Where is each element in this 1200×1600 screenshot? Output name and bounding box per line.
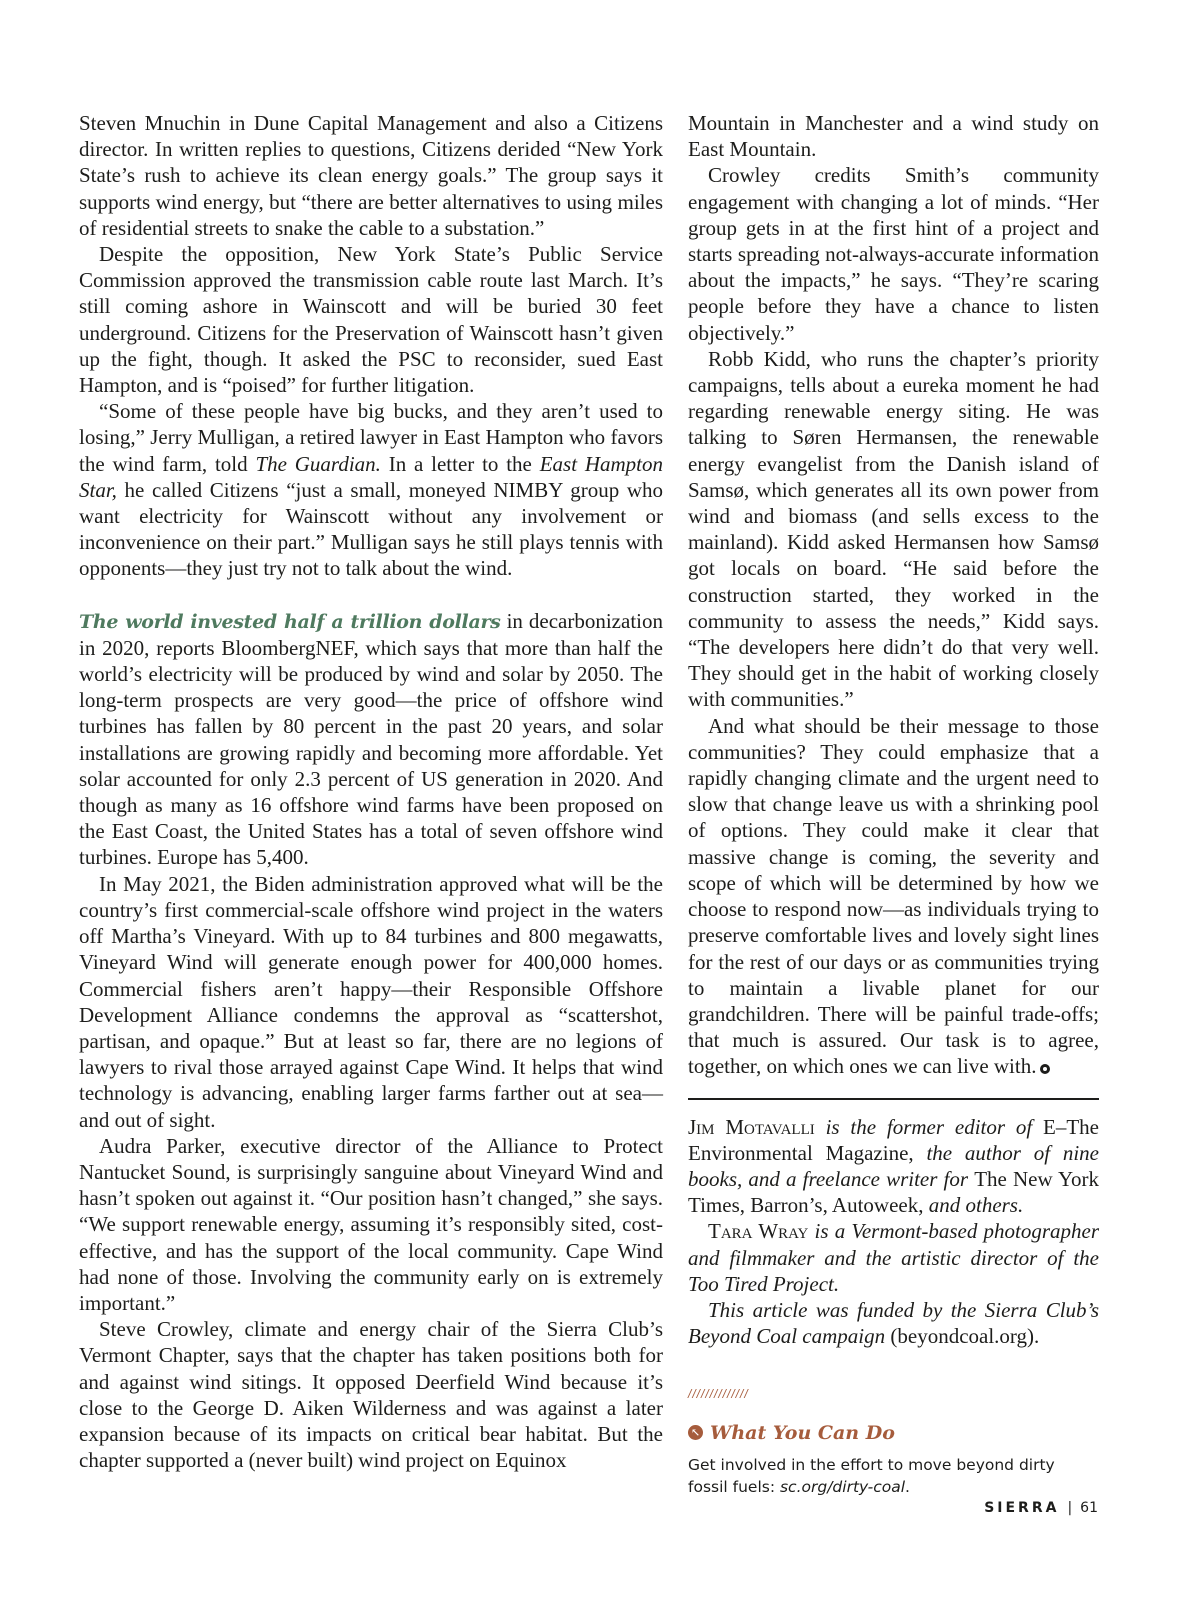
text: . bbox=[905, 1477, 910, 1496]
text: and others. bbox=[923, 1193, 1024, 1218]
separator: | bbox=[1067, 1500, 1073, 1516]
action-link[interactable]: sc.org/dirty-coal bbox=[779, 1477, 906, 1496]
text: “Some of these people have big bucks, and they aren’t used to losing,” Jerry Mulligan, a retired lawyer in East Hampton who favors the wind farm, told bbox=[79, 399, 663, 476]
page-number: 61 bbox=[1080, 1500, 1098, 1516]
text: is a Vermont-based photographer and filmmaker and the artistic director of the Too Tired Project. bbox=[688, 1219, 1099, 1296]
body-paragraph: Audra Parker, executive director of the Alliance to Protect Nantucket Sound, is surprisingly sanguine about Vineyard Wind and hasn’t spoken out against it. “Our position hasn’t changed,” she says. “We support renewable energy, assuming it’s responsibly sited, cost-effective, and has the support of the local community. Cape Wind had none of those. Involving the community early on is extremely important.” bbox=[79, 1133, 663, 1315]
decorative-slashes: ////////////// bbox=[688, 1387, 749, 1402]
text: E–The Environmental Magazine, bbox=[688, 1114, 1100, 1165]
divider bbox=[688, 1098, 1099, 1100]
body-paragraph bbox=[79, 398, 663, 581]
text: In a letter to the bbox=[380, 451, 540, 476]
heading-text: What You Can Do bbox=[710, 1421, 895, 1444]
text: he called Citizens “just a small, moneyed NIMBY group who want electricity for Wainscott without any involvement or inconvenience on their part.” Mulligan says he still plays tennis with opponents—they just try not to talk about the wind. bbox=[79, 477, 663, 581]
body-paragraph: Mountain in Manchester and a wind study on East Mountain. bbox=[688, 111, 1099, 162]
body-paragraph bbox=[688, 713, 1099, 1080]
photographer-name: Tara Wray bbox=[708, 1219, 809, 1244]
section-paragraph bbox=[79, 608, 663, 871]
text: in decarbonization in 2020, reports BloombergNEF, which says that more than half the world’s electricity will be produced by wind and solar by 2050. The long-term prospects are very good—the price of offshore wind turbines has fallen by 80 percent in the past 20 years, and solar installations are growing rapidly and becoming more affordable. Yet solar accounted for only 2.3 percent of US generation in 2020. And though as many as 16 offshore wind farms have been proposed on the East Coast, the United States has a total of seven offshore wind turbines. Europe has 5,400. bbox=[79, 608, 663, 870]
text: The New York Times, Barron’s, Autoweek, bbox=[688, 1166, 1100, 1218]
body-paragraph: In May 2021, the Biden administration approved what will be the country’s first commercial-scale offshore wind project in the waters off Martha’s Vineyard. With up to 84 turbines and 800 megawatts, Vineyard Wind will generate enough power for 400,000 homes. Commercial fishers aren’t happy—their Responsible Offshore Development Alliance condemns the approval as “scattershot, partisan, and opaque.” But at least so far, there are no legions of lawyers to rival those arrayed against Cape Wind. It helps that wind technology is advancing, enabling larger farms farther out at sea—and out of sight. bbox=[79, 871, 663, 1132]
publication-title: East Hampton Star, bbox=[79, 451, 663, 502]
author-bio bbox=[688, 1114, 1099, 1219]
text: (beyondcoal.org). bbox=[885, 1324, 1040, 1349]
text: And what should be their message to those communities? They could emphasize that a rapidly changing climate and the urgent need to slow that change leave us with a shrinking pool of options. They could make it clear that massive change is coming, the severity and scope of which will be determined by how we choose to respond now—as individuals trying to preserve comfortable lives and lovely sight lines for the rest of our days or as communities trying to maintain a livable planet for our grandchildren. There will be painful trade-offs; that much is assured. Our task is to agree, together, on which ones we can live with. bbox=[688, 713, 1099, 1079]
text: the author of nine books, and a freelance writer for bbox=[688, 1140, 1099, 1191]
section-lead-in: The world invested half a trillion dollars bbox=[79, 610, 501, 633]
what-you-can-do-heading bbox=[688, 1420, 1099, 1446]
text: is the former editor of bbox=[814, 1114, 1044, 1139]
left-column bbox=[79, 110, 663, 1473]
text: Get involved in the effort to move beyond dirty fossil fuels: bbox=[688, 1455, 1055, 1496]
text: This article was funded by the Sierra Club’s Beyond Coal campaign bbox=[688, 1297, 1099, 1349]
photographer-bio bbox=[688, 1218, 1099, 1297]
body-paragraph: Crowley credits Smith’s community engagement with changing a lot of minds. “Her group gets in at the first hint of a project and starts spreading not-always-accurate information about the impacts,” he says. “They’re scaring people before they have a chance to listen objectively.” bbox=[688, 163, 1099, 345]
arrow-circle-icon: ↖ bbox=[688, 1425, 703, 1440]
action-text bbox=[688, 1454, 1099, 1498]
magazine-name: SIERRA bbox=[984, 1500, 1060, 1516]
funding-note bbox=[688, 1297, 1099, 1349]
end-mark-icon bbox=[1040, 1064, 1050, 1074]
page-footer bbox=[984, 1500, 1098, 1516]
body-paragraph: Steve Crowley, climate and energy chair of the Sierra Club’s Vermont Chapter, says that the chapter has taken positions both for and against wind sitings. It opposed Deerfield Wind because it’s close to the George D. Aiken Wilderness and was against a later expansion because of its impacts on critical bear habitat. But the chapter supported a (never built) wind project on Equinox bbox=[79, 1317, 663, 1473]
publication-title: The Guardian. bbox=[255, 451, 381, 476]
author-name: Jim Motavalli bbox=[688, 1114, 815, 1139]
body-paragraph: Steven Mnuchin in Dune Capital Management and also a Citizens director. In written replies to questions, Citizens derided “New York State’s rush to achieve its clean energy goals.” The group says it supports wind energy, but “there are better alternatives to using miles of residential streets to snake the cable to a substation.” bbox=[79, 111, 663, 240]
right-column bbox=[688, 110, 1099, 1498]
body-paragraph: Despite the opposition, New York State’s Public Service Commission approved the transmission cable route last March. It’s still coming ashore in Wainscott and will be buried 30 feet underground. Citizens for the Preservation of Wainscott hasn’t given up the fight, though. It asked the PSC to reconsider, sued East Hampton, and is “poised” for further litigation. bbox=[79, 242, 663, 398]
body-paragraph: Robb Kidd, who runs the chapter’s priority campaigns, tells about a eureka moment he had regarding renewable energy siting. He was talking to Søren Hermansen, the renewable energy evangelist from the Danish island of Samsø, which generates all its own power from wind and biomass (and sells excess to the mainland). Kidd asked Hermansen how Samsø got locals on board. “He said before the construction started, they worked in the community to assess the needs,” Kidd says. “The developers here didn’t do that very well. They should get in the habit of working closely with communities.” bbox=[688, 346, 1099, 712]
